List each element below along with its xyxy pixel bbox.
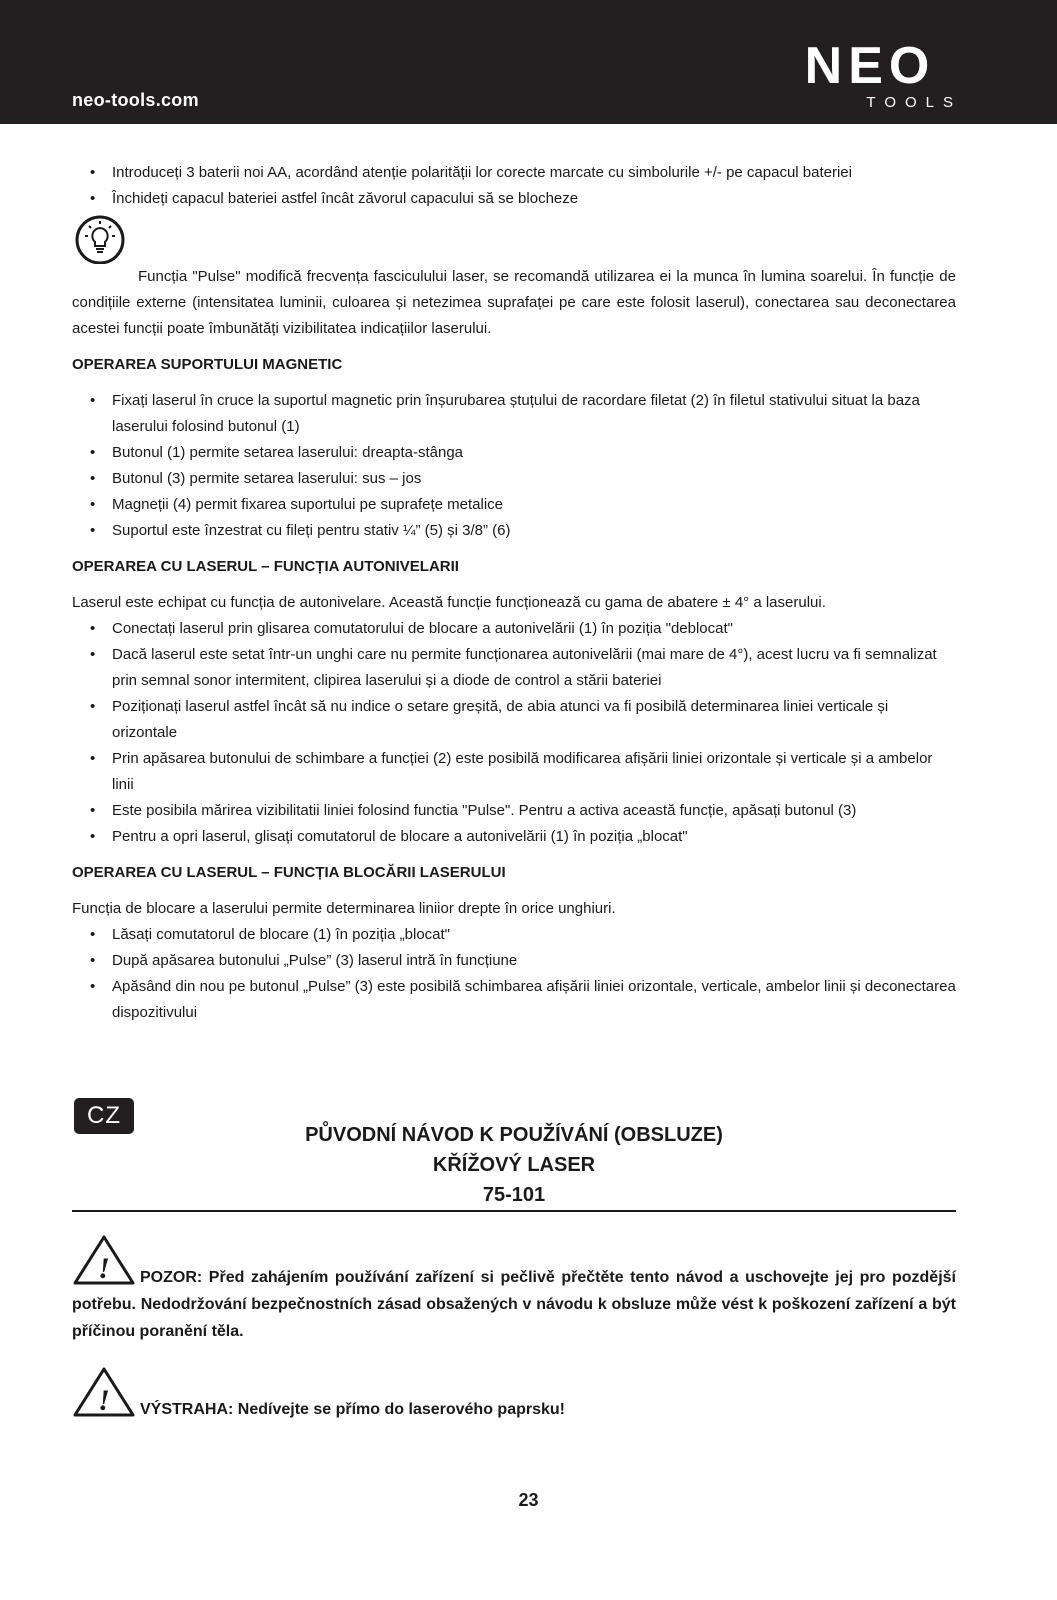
title-divider	[72, 1210, 956, 1212]
cz-title-line-3: 75-101	[482, 1184, 546, 1206]
list-item: • Suportul este înzestrat cu fileți pentru stativ ¼” (5) și 3/8” (6)	[72, 518, 956, 544]
section-intro-autolevel: Laserul este echipat cu funcția de autonivelare. Această funcție funcționează cu gama de abatere ± 4° a laserului.	[72, 594, 826, 611]
page-number: 23	[518, 1490, 539, 1510]
cz-title-block	[72, 1120, 956, 1210]
list-item: • Dacă laserul este setat într-un unghi care nu permite funcționarea autonivelării (mai mare de 4°), acest lucru va fi semnalizat prin semnal sonor intermitent, clipirea laserului și a diode de control a stării bateriei	[72, 642, 956, 694]
cz-title-line-1: PŮVODNÍ NÁVOD K POUŽÍVÁNÍ (OBSLUZE)	[305, 1124, 723, 1146]
list-item: • Prin apăsarea butonului de schimbare a funcției (2) este posibilă modificarea afișării liniei orizontale și verticale și a ambelor linii	[72, 746, 956, 798]
warning-pozor-text: POZOR: Před zahájením používání zařízení si pečlivě přečtěte tento návod a uschovejte jej pro pozdější potřebu. Nedodržování bezpečnostních zásad obsažených v návodu k obsluze může vést k poškození zařízení a být příčinou poranění těla.	[72, 1269, 956, 1340]
list-item: • Este posibila mărirea vizibilitatii liniei folosind functia "Pulse". Pentru a activa această funcție, apăsați butonul (3)	[72, 798, 956, 824]
list-item: • Lăsați comutatorul de blocare (1) în poziția „blocat"	[72, 922, 956, 948]
warning-pozor	[72, 1234, 956, 1345]
lock-bullet-list	[72, 922, 956, 1026]
list-item: • Poziționați laserul astfel încât să nu indice o setare greșită, de abia atunci va fi posibilă determinarea liniei verticale și orizontale	[72, 694, 956, 746]
brand-logo	[778, 37, 962, 114]
list-item: • După apăsarea butonului „Pulse” (3) laserul intră în funcțiune	[72, 948, 956, 974]
list-item: • Butonul (1) permite setarea laserului: dreapta-stânga	[72, 440, 956, 466]
svg-text:!: !	[98, 1252, 110, 1285]
list-item: • Pentru a opri laserul, glisați comutatorul de blocare a autonivelării (1) în poziția „blocat"	[72, 824, 956, 850]
warning-vystraha-text: VÝSTRAHA: Nedívejte se přímo do laserového paprsku!	[140, 1401, 565, 1418]
lightbulb-icon	[72, 214, 128, 264]
list-item: • Închideți capacul bateriei astfel încât zăvorul capacului să se blocheze	[72, 186, 956, 212]
brand-sub: TOOLS	[866, 94, 962, 111]
page-header	[0, 0, 1057, 124]
warning-triangle-icon	[72, 1234, 136, 1286]
tip-text: Funcția "Pulse" modifică frecvența fasciculului laser, se recomandă utilizarea ei la munca în lumina soarelui. În funcție de condițiile externe (intensitatea luminii, culoarea și netezimea suprafaței pe care este folosit laserul), conectarea sau deconectarea acestei funcții poate îmbunătăți vizibilitatea indicațiilor laserului.	[72, 268, 956, 337]
section-heading-autolevel: OPERAREA CU LASERUL – FUNCȚIA AUTONIVELARII	[72, 558, 459, 575]
warning-vystraha	[72, 1366, 956, 1423]
warning-triangle-icon	[72, 1366, 136, 1418]
tip-note	[72, 214, 956, 342]
brand-main: NEO	[804, 37, 936, 95]
magnetic-bullet-list	[72, 388, 956, 544]
section-heading-magnetic: OPERAREA SUPORTULUI MAGNETIC	[72, 356, 343, 373]
intro-bullet-list	[72, 160, 956, 212]
list-item: • Butonul (3) permite setarea laserului: sus – jos	[72, 466, 956, 492]
list-item: • Fixați laserul în cruce la suportul magnetic prin înșurubarea ștuțului de racordare filetat (2) în filetul stativului situat la baza laserului folosind butonul (1)	[72, 388, 956, 440]
list-item: • Apăsând din nou pe butonul „Pulse” (3) este posibilă schimbarea afișării liniei orizontale, verticale, ambelor linii și deconectarea dispozitivului	[72, 974, 956, 1026]
site-url: neo-tools.com	[72, 90, 199, 110]
svg-text:!: !	[98, 1384, 110, 1417]
section-intro-lock: Funcția de blocare a laserului permite determinarea liniior drepte în orice unghiuri.	[72, 900, 616, 917]
language-badge: CZ	[74, 1098, 134, 1134]
cz-title-line-2: KŘÍŽOVÝ LASER	[432, 1154, 596, 1176]
list-item: • Conectați laserul prin glisarea comutatorului de blocare a autonivelării (1) în poziția "deblocat"	[72, 616, 956, 642]
autolevel-bullet-list	[72, 616, 956, 850]
list-item: • Introduceți 3 baterii noi AA, acordând atenție polarității lor corecte marcate cu simbolurile +/- pe capacul bateriei	[72, 160, 956, 186]
main-content	[72, 160, 956, 1026]
list-item: • Magneții (4) permit fixarea suportului pe suprafețe metalice	[72, 492, 956, 518]
section-heading-lock: OPERAREA CU LASERUL – FUNCȚIA BLOCĂRII LASERULUI	[72, 864, 506, 881]
